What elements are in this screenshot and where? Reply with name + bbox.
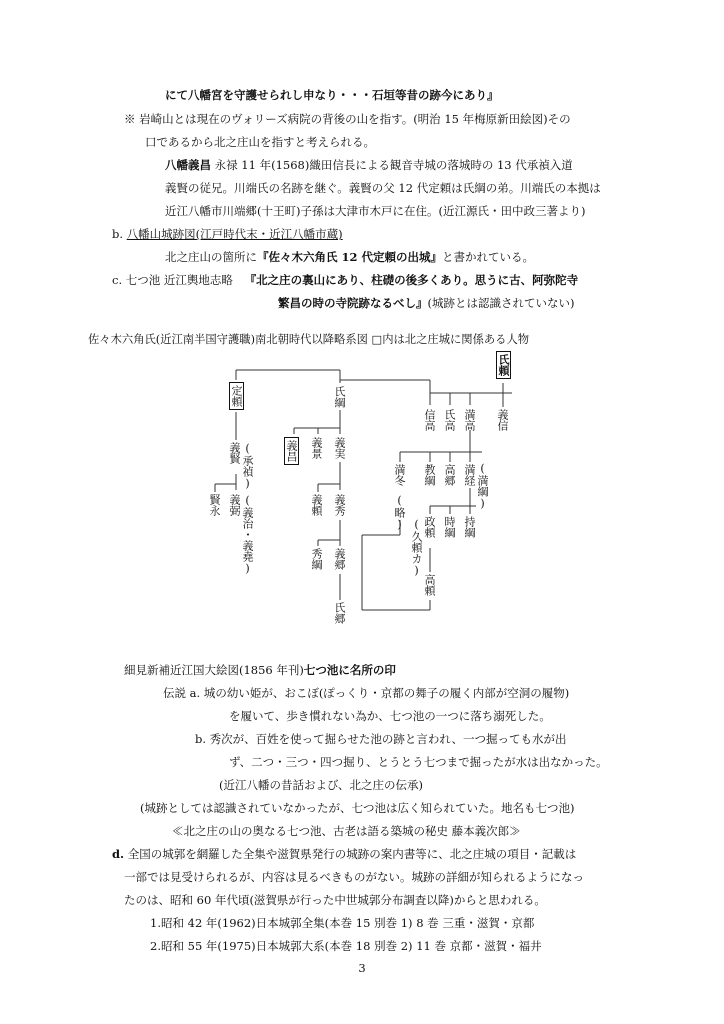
map-mark: 七つ池に名所の印 xyxy=(303,663,396,677)
tree-mitsutaka: 満高 xyxy=(463,409,476,431)
tree-tokitsuna: 時綱 xyxy=(443,516,456,538)
legend-b-line-2: ず、二つ・三つ・四つ掘り、とうとう七つまで掘ったが水は出なかった。 xyxy=(229,755,608,769)
section-c-label: c. xyxy=(112,273,123,287)
yoshimasa-line-3: 近江八幡市川端郷(十王町)子孫は大津市木戸に在住。(近江源氏・田中政三著より) xyxy=(165,204,586,218)
genealogy-caption: 佐々木六角氏(近江南半国守護職)南北朝時代以降略系図 □内は北之庄城に関係ある人物 xyxy=(88,333,530,346)
tree-yoshikage: 義景 xyxy=(310,437,323,459)
tree-ujitaka: 氏高 xyxy=(443,409,456,431)
section-d-text-1: 全国の城郭を網羅した全集や滋賀県発行の城跡の案内書等に、北之庄城の項目・記載は xyxy=(127,847,577,861)
tree-mitsutsune: 満経 xyxy=(463,464,476,486)
tree-sukenaga: 賢永 xyxy=(208,494,221,516)
note-line-2: 口であるから北之庄山を指すと考えられる。 xyxy=(145,135,375,149)
yoshimasa-text-1: 永禄 11 年(1568)織田信長による観音寺城の落城時の 13 代承禎入道 xyxy=(211,158,573,172)
section-b-body-pre: 北之庄山の箇所に xyxy=(165,250,257,264)
section-d-label: d. xyxy=(112,847,125,861)
tree-yoshisato: 義郷 xyxy=(333,548,346,570)
section-d-line-1 xyxy=(112,848,576,862)
tree-yoshimasa: 義昌 xyxy=(284,437,299,465)
tree-masayori: 政頼 xyxy=(423,516,436,538)
tree-mochitsuna: 持綱 xyxy=(463,516,476,538)
map-title: 細見新補近江国大絵図(1856 年刊) xyxy=(124,663,304,677)
tree-ujiyori: 氏頼 xyxy=(496,351,511,379)
tree-mitsutsuna: (満綱) xyxy=(476,462,489,510)
tree-sadayori: 定頼 xyxy=(229,382,244,410)
tree-takayori: 高頼 xyxy=(423,574,436,596)
quote-continuation: にて八幡宮を守護せられし申なり・・・石垣等昔の跡今にあり』 xyxy=(165,88,499,102)
tree-yoshisuke2: 義頼 xyxy=(310,494,323,516)
section-d-line-2: 一部では見受けられるが、内容は見るべきものがない。城跡の詳細が知られるようになっ xyxy=(124,870,584,884)
section-c-quote-1: 『北之庄の裏山にあり、柱礎の後多くあり。思うに古、阿弥陀寺 xyxy=(244,273,579,287)
legend-a-line-1: 伝説 a. 城の幼い姫が、おこぼ(ぽっくり・京都の舞子の履く内部が空洞の履物) xyxy=(163,686,570,700)
tree-yoshisuke: 義弼 xyxy=(228,494,241,516)
tree-yoshizane: 義実 xyxy=(333,437,346,459)
tree-mitsufuyu: 満冬 xyxy=(393,464,406,486)
tree-yoshiharu: (義治・義堯) xyxy=(241,494,254,575)
section-c-title: 七つ池 近江輿地志略 xyxy=(125,273,233,287)
tree-yoshinobu: 義信 xyxy=(496,409,509,431)
section-b-body-post: と書かれている。 xyxy=(442,250,535,264)
section-b-title: 八幡山城跡図(江戸時代末・近江八幡市蔵) xyxy=(126,227,343,241)
tree-shotei: (承禎) xyxy=(241,442,254,490)
section-c-quote-2: 繁昌の時の寺院跡なるべし』 xyxy=(278,296,428,310)
yoshimasa-line-2: 義賢の従兄。川端氏の名跡を継ぐ。義賢の父 12 代定頼は氏綱の弟。川端氏の本拠は xyxy=(165,181,601,195)
legend-source: (近江八幡の昔話および、北之庄の伝承) xyxy=(219,778,424,792)
map-line xyxy=(124,664,396,678)
tree-takasato: 高郷 xyxy=(443,464,456,486)
yoshimasa-name: 八幡義昌 xyxy=(165,158,211,172)
section-d-line-3: たのは、昭和 60 年代頃(滋賀県が行った中世城郭分布調査以降)からと思われる。 xyxy=(124,893,546,907)
legend-a-line-2: を履いて、歩き慣れない為か、七つ池の一つに落ち溺死した。 xyxy=(229,709,551,723)
reference-item-1: 1.昭和 42 年(1962)日本城郭全集(本巻 15 別巻 1) 8 巻 三重・滋賀・京都 xyxy=(150,916,535,930)
tree-ujisato: 氏郷 xyxy=(333,602,346,624)
book-reference: ≪北之庄の山の奥なる七つ池、古老は語る築城の秘史 藤本義次郎≫ xyxy=(172,824,521,838)
castle-note: (城跡としては認識されていなかったが、七つ池は広く知られていた。地名も七つ池) xyxy=(140,801,575,815)
tree-hisayori: (久頼カ) xyxy=(410,518,423,577)
tree-norisato: 教綱 xyxy=(423,464,436,486)
section-b-body-bold: 『佐々木六角氏 12 代定頼の出城』 xyxy=(257,250,443,264)
note-line-1: ※ 岩崎山とは現在のヴォリーズ病院の背後の山を指す。(明治 15 年梅原新田絵図)その xyxy=(124,112,571,126)
tree-yoshihide: 義秀 xyxy=(333,494,346,516)
tree-ujitsuna: 氏綱 xyxy=(333,386,346,408)
tree-ryaku: (略) xyxy=(393,494,406,531)
reference-item-2: 2.昭和 55 年(1975)日本城郭大系(本巻 18 別巻 2) 11 巻 京都・滋賀・福井 xyxy=(150,939,542,953)
tree-yoshikata: 義賢 xyxy=(228,442,241,464)
section-b-label: b. xyxy=(112,227,124,241)
section-c-note: (城跡とは認識されていない) xyxy=(427,296,575,310)
page-number: 3 xyxy=(358,961,366,975)
legend-b-line-1: b. 秀次が、百姓を使って掘らせた池の跡と言われ、一つ掘っても水が出 xyxy=(195,732,567,746)
tree-hidetsuna: 秀綱 xyxy=(310,548,323,570)
tree-nobutaka: 信高 xyxy=(423,409,436,431)
